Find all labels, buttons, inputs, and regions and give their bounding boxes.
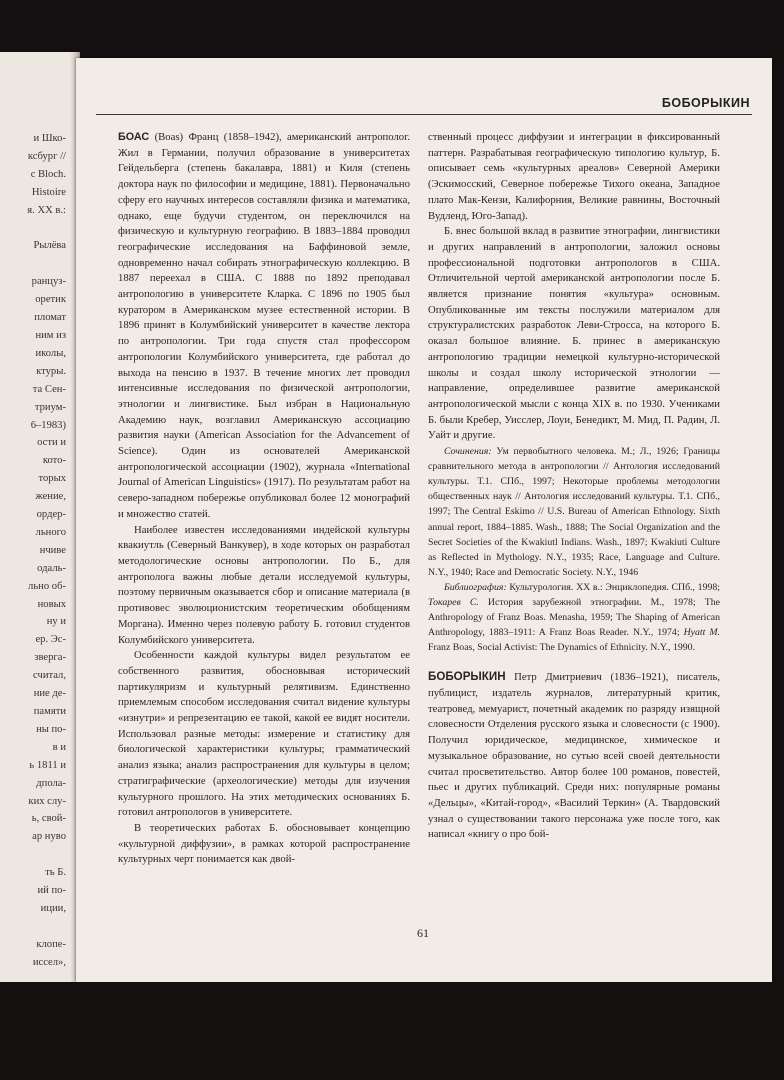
- facing-page-line: и Шко-: [33, 133, 66, 144]
- facing-page-line: считал,: [33, 670, 66, 682]
- facing-page-line: памяти: [33, 706, 66, 717]
- facing-page-line: ним из: [35, 329, 66, 341]
- bibliography-author-tokarev: Токарев С.: [428, 597, 479, 608]
- facing-page-line: та Сен-: [32, 383, 66, 395]
- entry-boas-paragraph-1: [118, 130, 410, 523]
- scan-background-bottom: [0, 982, 784, 1080]
- facing-page-line: клопе-: [36, 938, 66, 950]
- facing-page-line: одаль-: [37, 562, 66, 574]
- facing-page-line: ар нуво: [32, 831, 66, 843]
- facing-page-line: кото-: [42, 455, 66, 467]
- facing-page-line: [27, 255, 66, 273]
- bibliography-author-hyatt: Hyatt M.: [683, 627, 721, 639]
- facing-page-line: Histoire: [31, 186, 66, 198]
- facing-page-line: [27, 918, 66, 936]
- facing-page-line: Рылёва: [33, 240, 66, 252]
- book-page: [76, 58, 772, 982]
- facing-page-line: дпола-: [36, 777, 66, 789]
- bibliography-text-2: История зарубежной этнографии. М., 1978; The Anthropology of Franz Boas. Menasha, 1959; The Shaping of American Anthropology, 1883–1911: A Franz Boas Reader. N.Y., 1974;: [428, 597, 721, 639]
- facing-page-line: зверга-: [34, 652, 66, 664]
- works-label: Сочинения:: [444, 446, 492, 458]
- entry-boborykin-paragraph-1: [428, 669, 720, 843]
- facing-page-line: жение,: [35, 491, 66, 503]
- entry-boas-paragraph-4: В теоретических работах Б. обосновывает концепцию «культурной диффузии», в рамках которой распространение культурных черт понимается как двой-: [118, 821, 410, 866]
- entry-headword-boborykin: БОБОРЫКИН: [428, 670, 506, 684]
- facing-page-line: ер. Эс-: [35, 634, 66, 646]
- facing-page-line: [27, 220, 66, 238]
- facing-page-line: иции,: [40, 902, 66, 914]
- facing-page-line: новых: [37, 598, 66, 610]
- facing-page-line: ь 1811 и: [29, 759, 66, 771]
- scan-background-top: [0, 0, 784, 52]
- facing-page-text-fragments: [27, 130, 66, 1025]
- facing-page-line: я. XX в.:: [27, 204, 66, 216]
- facing-page-line: ий по-: [37, 885, 66, 897]
- left-column: [118, 130, 410, 868]
- entry-boas-paragraph-5: ственный процесс диффузии и интеграции в фиксированный паттерн. Разрабатывая географическую типологию культур, Б. описывает семь «культурных ареалов» Северной Америки (Эскимосский, Северное побережье Тихого океана, Западное плато Мак-Кензи, Калифорния, Великие равнины, Восточный Вудленд, Юго-Запад).: [428, 131, 720, 222]
- works-list: [428, 444, 720, 580]
- entry-boas-text: (Boas) Франц (1858–1942), американский антрополог. Жил в Германии, получил образование в университетах Гейдельберга (степень бакалавра, 1881) и Киля (степень доктора наук по философии и медицине, 1881). Первоначально сферу его научных интересов составляли физика и математика, однако, еще будучи студентом, он переключился на физическую и культурную географию. В 1883–1884 проводил географические исследования на Баффиновой земле, одновременно начал собирать этнографическую коллекцию. В 1887 переехал в США. С 1888 по 1892 преподавал антропологию в университете Кларка. С 1896 по 1905 был куратором в Американском музее естественной истории. В 1896 принят в Колумбийский университет в качестве лектора по антропологии. Три года спустя стал профессором антропологии Колумбийского университета, где работал до выхода на пенсию в 1937. В течение многих лет проводил интенсивные исследования по физической антропологии, этнологии и лингвистике. Был избран в Национальную Академию наук, возглавил Американскую ассоциацию развития науки (American Association for the Advancement of Science). Один из основателей Американской антропологической ассоциации (1902), журнала «International Journal of American Linguistics» (1917). По результатам работ на северо-западном побережье опубликовал более 12 монографий и множество статей.: [118, 131, 410, 520]
- facing-page-line: ости и: [37, 437, 66, 449]
- facing-page-line: нчиве: [39, 544, 66, 556]
- bibliography-label: Библиография:: [444, 581, 507, 593]
- facing-page-line: триум-: [34, 401, 66, 413]
- facing-page-line: льного: [35, 526, 66, 538]
- facing-page-line: иколы,: [35, 347, 66, 359]
- entry-boborykin-text: Петр Дмитриевич (1836–1921), писатель, публицист, издатель журналов, литературный критик, театровед, мемуарист, почетный академик по разряду изящной словесности Отделения русского языка и словесности (с 1900). Получил юридическое, медицинское, химическое и музыкальное образование, но сутью всей своей деятельности считал просветительство. Автор более 100 романов, повестей, пьес и других публикаций. Среди них: популярные романы «Дельцы», «Китай-город», «Василий Теркин» (А. Твардовский узнал о существовании такого персонажа уже после того, как написал «книгу о про бой-: [428, 671, 720, 841]
- facing-page-line: ранцуз-: [31, 276, 66, 288]
- facing-page-line: ну и: [46, 616, 66, 628]
- header-rule: [96, 114, 752, 115]
- facing-page-line: иссел»,: [32, 956, 66, 968]
- facing-page-line: [27, 846, 66, 864]
- facing-page-line: ние де-: [33, 688, 66, 700]
- works-text: Ум первобытного человека. М.; Л., 1926; Границы сравнительного метода в антропологии // Антология исследований культуры. Т.1. СПб., 1997; Некоторые проблемы методологии общественных наук // Антология исследований культуры. Т.1. СПб., 1997; The Central Eskimo // U.S. Bureau of American Ethnology. Sixth annual report, 1884–1885. Wash., 1888; The Social Organization and the Secret Societies of the Kwakiutl Indians. Wash., 1897; Kwakiuti Culture as Reflected in Mythology. N.Y., 1935; Race, Language and Culture. N.Y., 1940; Race and Democratic Society. N.Y., 1946: [428, 446, 720, 578]
- facing-page-line: ны по-: [36, 723, 66, 735]
- page-number: 61: [417, 926, 429, 940]
- facing-page-line: ть Б.: [45, 867, 66, 879]
- entry-boas-paragraph-2: Наиболее известен исследованиями индейской культуры квакиутль (Северный Ванкувер), в ходе которых он разработал методологические основы антропологии. По Б., для антрополога важны любые детали исследуемой культуры, поэтому первичным оказывается сбор и описание материала (в противовес эволюционистским теоретическим обобщениям Моргана). Именно через полевую работу Б. готовил студентов Колумбийского университета.: [118, 523, 410, 646]
- facing-page-line: ких слу-: [28, 795, 66, 807]
- facing-page-line: оретик: [35, 294, 66, 306]
- entry-headword-boas: БОАС: [118, 131, 150, 143]
- facing-page-edge: [0, 52, 80, 982]
- facing-page-line: пломат: [34, 312, 66, 324]
- facing-page-line: ктуры.: [36, 365, 66, 377]
- facing-page-line: ксбург //: [27, 150, 66, 162]
- facing-page-line: 6–1983): [30, 419, 66, 431]
- running-head: БОБОРЫКИН: [661, 96, 750, 110]
- facing-page-line: торых: [38, 473, 66, 485]
- entry-boas-paragraph-6: Б. внес большой вклад в развитие этнографии, лингвистики и других направлений в антропологии, заложил основы профессиональной подготовки антропологов в США. Отличительной чертой американской антропологии после Б. является признание понятия «культура» основным. Опубликованные им тексты послужили материалом для структуралистских разработок Леви-Стросса, на которого Б. оказал большое влияние. Б. принес в американскую антропологию традиции немецкой культурно-исторической школы и создал школу исторической этнологии — направление, определившее развитие американской антропологической мысли с конца XIX в. по 1930. Учениками Б. были Кребер, Уисслер, Лоуи, Бенедикт, М. Мид, П. Радин, Л. Уайт и другие.: [428, 225, 720, 442]
- right-column: [428, 130, 720, 843]
- entry-boas-paragraph-3: Особенности каждой культуры видел результатом ее собственного развития, обосновывая исторический партикуляризм и культурный релятивизм. Единственно приемлемым способом исследования считал видение культуры «изнутри» и репрезентацию ее такой, какой ее видят носители. Использовал разные методы: измерение и статистику для биологической характеристики культуры; грамматический анализ языка; анализ распространения для культуры в целом; стратиграфические (археологические) методы для изучения культурного прошлого. На этих методических основаниях Б. готовил антропологов в университете.: [118, 649, 410, 819]
- facing-page-line: c Bloch.: [30, 168, 66, 180]
- bibliography: [428, 580, 720, 655]
- facing-page-line: в и: [52, 741, 66, 753]
- facing-page-line: льно об-: [28, 580, 66, 592]
- bibliography-text-1: Культурология. XX в.: Энциклопедия. СПб., 1998;: [506, 581, 720, 593]
- facing-page-line: ь, свой-: [31, 813, 66, 825]
- facing-page-line: ордер-: [36, 509, 66, 521]
- bibliography-text-3: Franz Boas, Social Activist: The Dynamics of Ethnicity. N.Y., 1990.: [428, 642, 696, 654]
